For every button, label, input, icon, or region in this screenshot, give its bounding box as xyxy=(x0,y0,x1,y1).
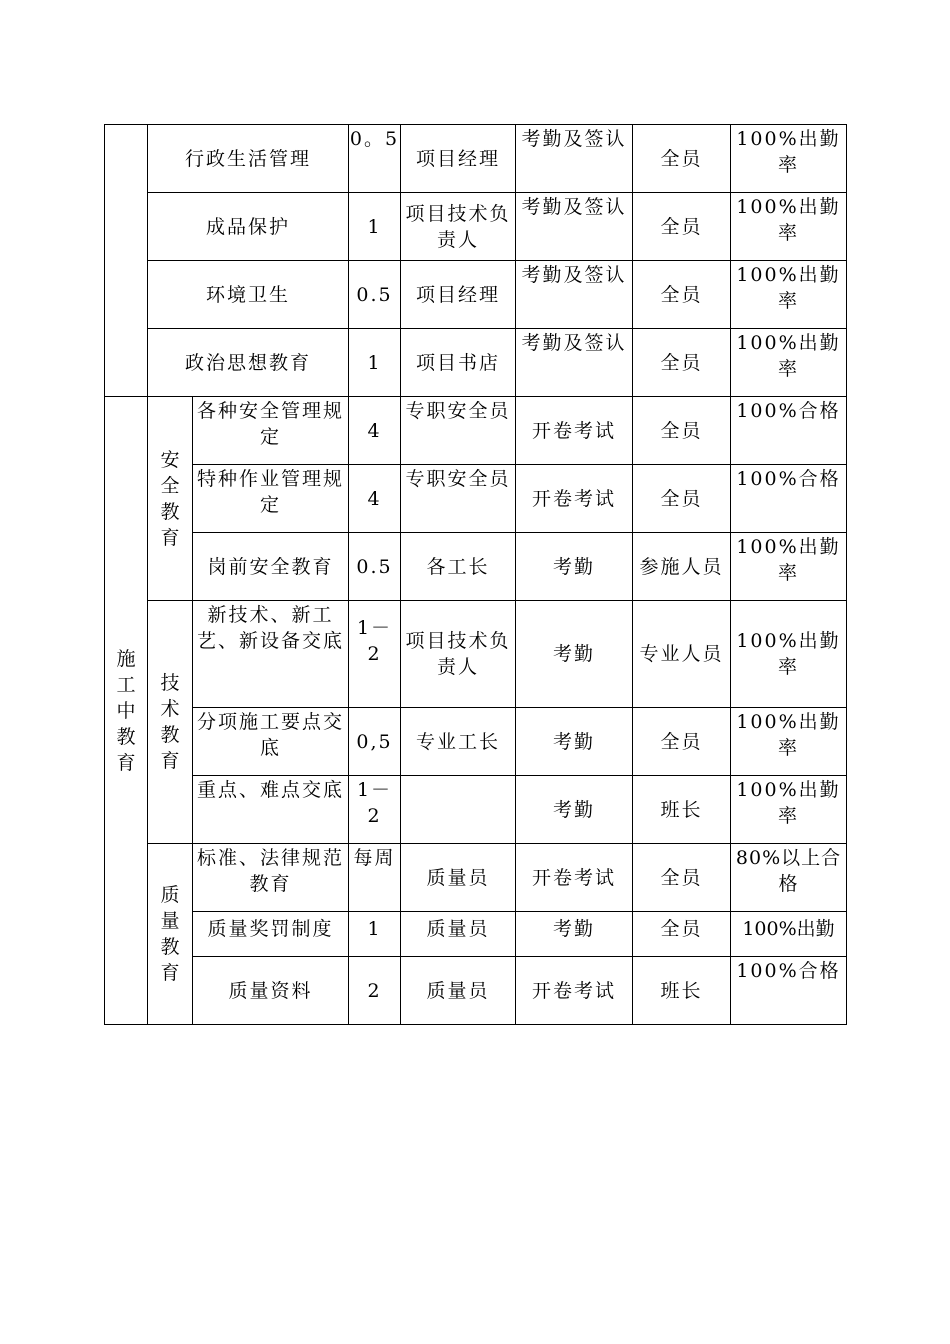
responsible-cell: 项目技术负责人 xyxy=(401,193,516,261)
target-cell: 全员 xyxy=(633,912,731,957)
hours-cell: 2 xyxy=(349,957,401,1025)
table-row xyxy=(105,465,847,533)
target-cell: 全员 xyxy=(633,329,731,397)
table-row xyxy=(105,261,847,329)
responsible-cell: 专职安全员 xyxy=(401,465,516,533)
item-cell: 岗前安全教育 xyxy=(193,533,349,601)
target-cell: 班长 xyxy=(633,957,731,1025)
item-cell: 标准、法律规范教育 xyxy=(193,844,349,912)
responsible-cell: 各工长 xyxy=(401,533,516,601)
requirement-cell: 100%出勤率 xyxy=(731,533,847,601)
hours-cell: 4 xyxy=(349,465,401,533)
hours-cell: 0.5 xyxy=(349,533,401,601)
table-row xyxy=(105,844,847,912)
hours-cell: 1 xyxy=(349,329,401,397)
target-cell: 全员 xyxy=(633,465,731,533)
group-label-quality: 质量教育 xyxy=(160,884,180,984)
group-cell-quality xyxy=(148,844,193,1025)
requirement-cell: 100%出勤率 xyxy=(731,601,847,708)
table-row xyxy=(105,397,847,465)
table-row xyxy=(105,125,847,193)
requirement-cell: 100%出勤率 xyxy=(731,708,847,776)
table-row xyxy=(105,957,847,1025)
group-cell-empty xyxy=(105,125,148,397)
responsible-cell: 质量员 xyxy=(401,844,516,912)
target-cell: 专业人员 xyxy=(633,601,731,708)
requirement-cell: 100%合格 xyxy=(731,957,847,1025)
hours-cell: 1 xyxy=(349,912,401,957)
hours-cell: 0.5 xyxy=(349,261,401,329)
requirement-cell: 100%出勤率 xyxy=(731,193,847,261)
target-cell: 全员 xyxy=(633,844,731,912)
item-cell: 成品保护 xyxy=(148,193,349,261)
hours-cell: 0。5 xyxy=(349,125,401,193)
requirement-cell: 80%以上合格 xyxy=(731,844,847,912)
responsible-cell: 质量员 xyxy=(401,957,516,1025)
method-cell: 开卷考试 xyxy=(516,465,633,533)
responsible-cell: 项目书店 xyxy=(401,329,516,397)
item-cell: 质量资料 xyxy=(193,957,349,1025)
item-cell: 环境卫生 xyxy=(148,261,349,329)
item-cell: 特种作业管理规定 xyxy=(193,465,349,533)
requirement-cell: 100%合格 xyxy=(731,465,847,533)
table-row xyxy=(105,193,847,261)
training-table xyxy=(104,124,847,1025)
group-cell-construction xyxy=(105,397,148,1025)
group-label-safety: 安全教育 xyxy=(160,448,180,549)
table-row xyxy=(105,776,847,844)
requirement-cell: 100%出勤率 xyxy=(731,329,847,397)
responsible-cell: 质量员 xyxy=(401,912,516,957)
method-cell: 考勤及签认 xyxy=(516,329,633,397)
responsible-cell: 专职安全员 xyxy=(401,397,516,465)
hours-cell: 每周 xyxy=(349,844,401,912)
table-row xyxy=(105,601,847,708)
method-cell: 考勤及签认 xyxy=(516,125,633,193)
item-cell: 各种安全管理规定 xyxy=(193,397,349,465)
item-cell: 分项施工要点交底 xyxy=(193,708,349,776)
item-cell: 行政生活管理 xyxy=(148,125,349,193)
method-cell: 考勤 xyxy=(516,601,633,708)
target-cell: 班长 xyxy=(633,776,731,844)
table-row xyxy=(105,329,847,397)
hours-cell: 1－2 xyxy=(349,776,401,844)
group-label-construction: 施工中教育 xyxy=(116,647,136,774)
method-cell: 考勤 xyxy=(516,708,633,776)
requirement-cell: 100%出勤率 xyxy=(731,125,847,193)
table-row xyxy=(105,533,847,601)
requirement-cell: 100%出勤率 xyxy=(731,776,847,844)
table-row xyxy=(105,708,847,776)
target-cell: 全员 xyxy=(633,125,731,193)
group-cell-technical xyxy=(148,601,193,844)
responsible-cell: 专业工长 xyxy=(401,708,516,776)
target-cell: 全员 xyxy=(633,708,731,776)
hours-cell: 1－2 xyxy=(349,601,401,708)
method-cell: 考勤 xyxy=(516,776,633,844)
method-cell: 开卷考试 xyxy=(516,957,633,1025)
group-label-technical: 技术教育 xyxy=(160,672,180,772)
method-cell: 开卷考试 xyxy=(516,397,633,465)
table-row xyxy=(105,912,847,957)
responsible-cell: 项目经理 xyxy=(401,261,516,329)
target-cell: 参施人员 xyxy=(633,533,731,601)
responsible-cell xyxy=(401,776,516,844)
method-cell: 考勤及签认 xyxy=(516,193,633,261)
responsible-cell: 项目技术负责人 xyxy=(401,601,516,708)
requirement-cell: 100%出勤 xyxy=(731,912,847,957)
item-cell: 质量奖罚制度 xyxy=(193,912,349,957)
responsible-cell: 项目经理 xyxy=(401,125,516,193)
method-cell: 考勤及签认 xyxy=(516,261,633,329)
hours-cell: 0,5 xyxy=(349,708,401,776)
method-cell: 开卷考试 xyxy=(516,844,633,912)
group-cell-safety xyxy=(148,397,193,601)
hours-cell: 4 xyxy=(349,397,401,465)
item-cell: 政治思想教育 xyxy=(148,329,349,397)
target-cell: 全员 xyxy=(633,397,731,465)
requirement-cell: 100%合格 xyxy=(731,397,847,465)
item-cell: 重点、难点交底 xyxy=(193,776,349,844)
method-cell: 考勤 xyxy=(516,533,633,601)
target-cell: 全员 xyxy=(633,261,731,329)
requirement-cell: 100%出勤率 xyxy=(731,261,847,329)
hours-cell: 1 xyxy=(349,193,401,261)
target-cell: 全员 xyxy=(633,193,731,261)
method-cell: 考勤 xyxy=(516,912,633,957)
item-cell: 新技术、新工艺、新设备交底 xyxy=(193,601,349,708)
